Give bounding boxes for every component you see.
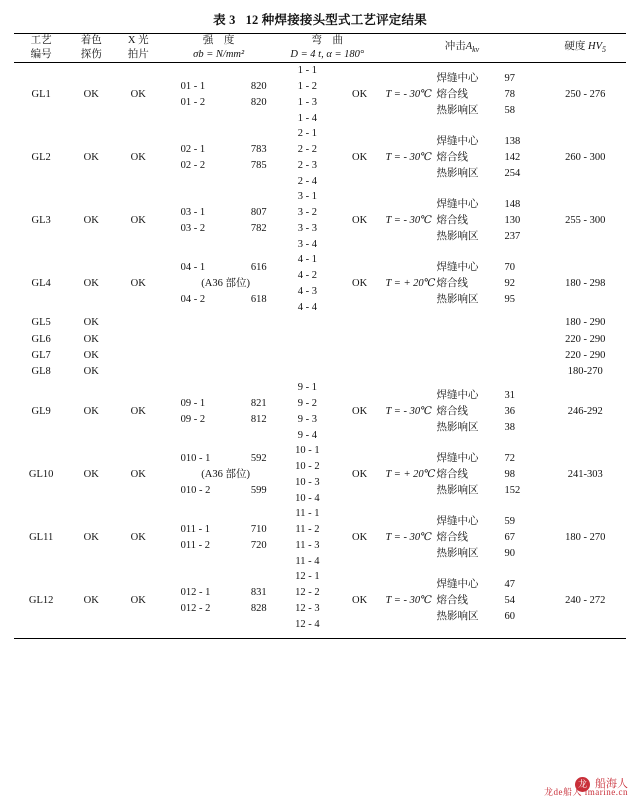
- strength-line: 011 - 1 710: [180, 524, 267, 536]
- impact-value-line: 熔合线 142: [436, 151, 521, 163]
- cell-strength: [162, 252, 275, 315]
- impact-value-line: 热影响区 58: [436, 104, 515, 116]
- header-process-no-line2: 编号: [30, 49, 52, 61]
- cell-xray: OK: [130, 277, 146, 289]
- impact-value-line: 焊缝中心 148: [436, 199, 521, 211]
- table-row: [14, 348, 626, 364]
- cell-hardness: 240 - 272: [565, 595, 606, 607]
- bend-specimen: 1 - 2: [297, 81, 318, 93]
- bend-specimen: 12 - 3: [295, 602, 320, 614]
- cell-impact: [379, 506, 544, 569]
- impact-value-line: 熔合线 130: [436, 214, 521, 226]
- cell-dye-test: OK: [83, 333, 99, 345]
- impact-value-line: 焊缝中心 138: [436, 136, 521, 148]
- bend-specimen: 4 - 1: [297, 254, 318, 266]
- bend-specimen: 4 - 3: [297, 285, 318, 297]
- cell-bend: [275, 348, 340, 364]
- table-row: [14, 332, 626, 348]
- cell-strength: [162, 380, 275, 443]
- cell-hardness: 220 - 290: [565, 333, 606, 345]
- impact-value-line: 焊缝中心 47: [436, 579, 515, 591]
- bend-specimen: 3 - 1: [297, 191, 318, 203]
- header-dye-line1: 着色: [80, 35, 102, 46]
- cell-bend-result: OK: [352, 88, 368, 100]
- bend-specimen: 1 - 4: [297, 112, 318, 124]
- cell-hardness: 180 - 270: [565, 532, 606, 544]
- cell-dye-test: OK: [83, 406, 99, 418]
- cell-process-no: GL12: [28, 595, 54, 607]
- table-header: [14, 34, 626, 63]
- impact-values: [436, 71, 538, 118]
- cell-xray: OK: [130, 406, 146, 418]
- cell-hardness: 180 - 290: [565, 317, 606, 329]
- table-row: [14, 252, 626, 315]
- cell-hardness: 255 - 300: [565, 214, 606, 226]
- impact-temperature: T = + 20℃: [385, 277, 436, 289]
- bend-specimen: 3 - 2: [297, 207, 318, 219]
- cell-bend: [275, 332, 340, 348]
- cell-bend: [275, 443, 340, 506]
- cell-bend: [275, 189, 340, 252]
- table-row: [14, 380, 626, 443]
- impact-values: [436, 260, 538, 307]
- strength-line: 01 - 1 820: [180, 81, 267, 93]
- table-row: [14, 189, 626, 252]
- impact-values: [436, 197, 538, 244]
- cell-hardness: 220 - 290: [565, 349, 606, 361]
- bend-specimen: 11 - 4: [295, 555, 320, 567]
- cell-process-no: GL7: [31, 349, 51, 361]
- cell-bend-result: [340, 348, 380, 364]
- impact-value-line: 焊缝中心 31: [436, 390, 515, 402]
- header-impact-subscript: kv: [472, 45, 480, 55]
- impact-value-line: 焊缝中心 59: [436, 516, 515, 528]
- cell-bend-result: [340, 364, 380, 380]
- impact-temperature: T = - 30℃: [385, 532, 432, 544]
- cell-strength: [162, 364, 275, 380]
- strength-line: 02 - 1 783: [180, 144, 267, 156]
- cell-impact: [379, 364, 544, 380]
- caption-title: 12 种焊接接头型式工艺评定结果: [245, 13, 427, 27]
- table-body: [14, 63, 626, 639]
- cell-xray: OK: [130, 151, 146, 163]
- strength-line: 010 - 2 599: [180, 484, 267, 496]
- impact-value-line: 热影响区 254: [436, 167, 521, 179]
- cell-dye-test: OK: [83, 532, 99, 544]
- cell-process-no: GL2: [31, 151, 51, 163]
- cell-bend-result: [340, 332, 380, 348]
- bend-specimen: 2 - 3: [297, 159, 318, 171]
- cell-process-no: GL6: [31, 333, 51, 345]
- impact-value-line: 熔合线 36: [436, 406, 515, 418]
- bend-specimen: 10 - 2: [295, 461, 320, 473]
- cell-bend: [275, 506, 340, 569]
- watermark-sub: 龙de船人 imarine.cn: [544, 787, 628, 797]
- impact-temperature: T = - 30℃: [385, 595, 432, 607]
- impact-values: [436, 134, 538, 181]
- bend-specimen: 11 - 1: [295, 508, 320, 520]
- cell-process-no: GL3: [31, 214, 51, 226]
- table-row: [14, 63, 626, 127]
- cell-bend: [275, 315, 340, 331]
- header-dye-test: [68, 34, 114, 63]
- results-table: [14, 33, 626, 639]
- cell-xray: OK: [130, 88, 146, 100]
- cell-bend: [275, 252, 340, 315]
- impact-value-line: 热影响区 38: [436, 421, 515, 433]
- impact-value-line: 熔合线 54: [436, 595, 515, 607]
- cell-dye-test: OK: [83, 151, 99, 163]
- header-xray-line2: 拍片: [127, 49, 149, 61]
- impact-value-line: 熔合线 78: [436, 88, 515, 100]
- cell-process-no: GL9: [31, 406, 51, 418]
- cell-strength: [162, 506, 275, 569]
- header-hardness: [544, 34, 626, 63]
- cell-process-no: GL10: [28, 469, 54, 481]
- cell-xray: OK: [130, 214, 146, 226]
- bend-specimen: 3 - 4: [297, 238, 318, 250]
- table-bottom-rule: [14, 632, 626, 639]
- impact-value-line: 焊缝中心 72: [436, 453, 515, 465]
- cell-hardness: 246-292: [567, 406, 603, 418]
- cell-hardness: 250 - 276: [565, 88, 606, 100]
- table-row: [14, 315, 626, 331]
- impact-values: [436, 514, 538, 561]
- cell-strength: [162, 189, 275, 252]
- impact-value-line: 热影响区 90: [436, 547, 515, 559]
- cell-bend-result: OK: [352, 469, 368, 481]
- header-bend-line2: D = 4 t, α = 180°: [290, 49, 365, 61]
- strength-line: 03 - 2 782: [180, 222, 267, 234]
- header-impact: [379, 34, 544, 63]
- cell-process-no: GL1: [31, 88, 51, 100]
- cell-dye-test: OK: [83, 469, 99, 481]
- cell-process-no: GL8: [31, 366, 51, 378]
- bend-specimen: 10 - 1: [295, 445, 320, 457]
- strength-note: (A36 部位): [201, 277, 250, 289]
- cell-xray: OK: [130, 595, 146, 607]
- cell-bend: [275, 364, 340, 380]
- impact-temperature: T = - 30℃: [385, 151, 432, 163]
- header-process-no-line1: 工艺: [30, 35, 52, 46]
- cell-impact: [379, 569, 544, 632]
- cell-hardness: 260 - 300: [565, 151, 606, 163]
- header-hardness-label: 硬度: [564, 41, 586, 53]
- cell-impact: [379, 332, 544, 348]
- impact-temperature: T = + 20℃: [385, 469, 436, 481]
- table-row: [14, 506, 626, 569]
- cell-impact: [379, 126, 544, 189]
- header-xray-line1: X 光: [127, 35, 149, 46]
- cell-xray: [114, 364, 162, 380]
- table-caption: [14, 10, 626, 28]
- table-row: [14, 443, 626, 506]
- cell-hardness: 180-270: [567, 366, 603, 378]
- cell-bend-result: [340, 315, 380, 331]
- bend-specimen: 9 - 3: [297, 413, 318, 425]
- cell-xray: [114, 332, 162, 348]
- cell-impact: [379, 63, 544, 127]
- cell-bend: [275, 63, 340, 127]
- cell-bend-result: OK: [352, 595, 368, 607]
- cell-impact: [379, 252, 544, 315]
- header-impact-line1: [379, 40, 544, 56]
- strength-line: 04 - 1 616: [180, 262, 267, 274]
- bend-specimen: 11 - 3: [295, 539, 320, 551]
- header-bend: [275, 34, 379, 63]
- impact-values: [436, 577, 538, 624]
- cell-xray: OK: [130, 532, 146, 544]
- header-bend-line1: 弯 曲: [311, 35, 343, 46]
- strength-line: 01 - 2 820: [180, 96, 267, 108]
- strength-line: 012 - 1 831: [180, 587, 267, 599]
- cell-dye-test: OK: [83, 317, 99, 329]
- cell-dye-test: OK: [83, 366, 99, 378]
- cell-strength: [162, 443, 275, 506]
- bend-specimen: 12 - 4: [295, 618, 320, 630]
- bend-specimen: 10 - 4: [295, 492, 320, 504]
- cell-hardness: 180 - 298: [565, 277, 606, 289]
- cell-xray: [114, 348, 162, 364]
- bend-specimen: 12 - 2: [295, 587, 320, 599]
- cell-impact: [379, 348, 544, 364]
- impact-temperature: T = - 30℃: [385, 88, 432, 100]
- bend-specimen: 1 - 1: [297, 65, 318, 77]
- cell-bend-result: OK: [352, 532, 368, 544]
- impact-temperature: T = - 30℃: [385, 406, 432, 418]
- strength-line: 09 - 2 812: [180, 413, 267, 425]
- cell-process-no: GL4: [31, 277, 51, 289]
- table-row: [14, 364, 626, 380]
- header-hardness-line1: [544, 40, 626, 56]
- bend-specimen: 12 - 1: [295, 571, 320, 583]
- bend-specimen: 9 - 1: [297, 382, 318, 394]
- cell-dye-test: OK: [83, 88, 99, 100]
- header-hardness-symbol: HV: [588, 41, 603, 53]
- watermark-name: 船海人: [595, 778, 628, 791]
- header-strength-line1: 强 度: [202, 35, 235, 46]
- header-hardness-subscript: 5: [602, 45, 607, 55]
- table-row: [14, 569, 626, 632]
- header-process-no: [14, 34, 68, 63]
- cell-strength: [162, 63, 275, 127]
- strength-line: 04 - 2 618: [180, 293, 267, 305]
- impact-value-line: 焊缝中心 97: [436, 73, 515, 85]
- cell-strength: [162, 348, 275, 364]
- header-dye-line2: 探伤: [80, 49, 102, 61]
- bend-specimen: 9 - 4: [297, 429, 318, 441]
- cell-impact: [379, 315, 544, 331]
- cell-hardness: 241-303: [567, 469, 603, 481]
- cell-impact: [379, 443, 544, 506]
- impact-value-line: 熔合线 98: [436, 469, 515, 481]
- cell-bend-result: OK: [352, 151, 368, 163]
- impact-value-line: 焊缝中心 70: [436, 262, 515, 274]
- cell-strength: [162, 126, 275, 189]
- bend-specimen: 2 - 1: [297, 128, 318, 140]
- impact-value-line: 热影响区 237: [436, 230, 521, 242]
- strength-line: 09 - 1 821: [180, 398, 267, 410]
- strength-line: 02 - 2 785: [180, 159, 267, 171]
- cell-bend-result: OK: [352, 277, 368, 289]
- bend-specimen: 4 - 2: [297, 270, 318, 282]
- cell-dye-test: OK: [83, 595, 99, 607]
- cell-process-no: GL11: [29, 532, 54, 544]
- cell-strength: [162, 315, 275, 331]
- bend-specimen: 11 - 2: [295, 524, 320, 536]
- cell-bend: [275, 380, 340, 443]
- bend-specimen: 1 - 3: [297, 96, 318, 108]
- impact-value-line: 熔合线 67: [436, 532, 515, 544]
- impact-values: [436, 388, 538, 435]
- header-impact-symbol: A: [465, 41, 473, 53]
- cell-dye-test: OK: [83, 214, 99, 226]
- cell-dye-test: OK: [83, 277, 99, 289]
- impact-values: [436, 451, 538, 498]
- bend-specimen: 9 - 2: [297, 398, 318, 410]
- strength-line: 03 - 1 807: [180, 207, 267, 219]
- cell-bend: [275, 569, 340, 632]
- header-strength: [162, 34, 275, 63]
- cell-strength: [162, 569, 275, 632]
- impact-value-line: 熔合线 92: [436, 277, 515, 289]
- bend-specimen: 10 - 3: [295, 476, 320, 488]
- watermark-logo-icon: 龙: [575, 777, 590, 792]
- cell-bend-result: OK: [352, 406, 368, 418]
- cell-xray: OK: [130, 469, 146, 481]
- header-xray: [114, 34, 162, 63]
- bend-specimen: 2 - 4: [297, 175, 318, 187]
- cell-strength: [162, 332, 275, 348]
- caption-number: 表 3: [213, 13, 236, 27]
- strength-line: 010 - 1 592: [180, 453, 267, 465]
- watermark-sub-wrap: [544, 782, 628, 800]
- cell-impact: [379, 380, 544, 443]
- header-strength-line2: σb = N/mm²: [193, 49, 245, 61]
- impact-value-line: 热影响区 60: [436, 610, 515, 622]
- strength-note: (A36 部位): [201, 469, 250, 481]
- strength-line: 012 - 2 828: [180, 602, 267, 614]
- cell-xray: [114, 315, 162, 331]
- cell-bend: [275, 126, 340, 189]
- cell-bend-result: OK: [352, 214, 368, 226]
- bend-specimen: 2 - 2: [297, 144, 318, 156]
- bend-specimen: 4 - 4: [297, 301, 318, 313]
- impact-value-line: 热影响区 152: [436, 484, 521, 496]
- cell-dye-test: OK: [83, 349, 99, 361]
- bend-specimen: 3 - 3: [297, 222, 318, 234]
- impact-temperature: T = - 30℃: [385, 214, 432, 226]
- cell-process-no: GL5: [31, 317, 51, 329]
- impact-value-line: 热影响区 95: [436, 293, 515, 305]
- cell-impact: [379, 189, 544, 252]
- strength-line: 011 - 2 720: [180, 539, 267, 551]
- table-row: [14, 126, 626, 189]
- header-impact-label: 冲击: [444, 41, 466, 53]
